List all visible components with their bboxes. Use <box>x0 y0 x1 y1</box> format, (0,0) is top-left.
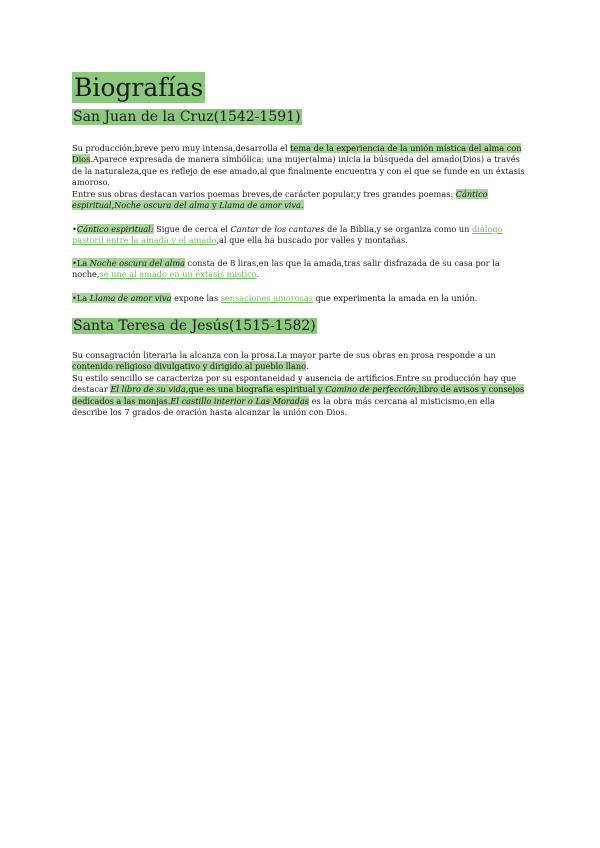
highlighted-text: contenido religioso divulgativo y dirigido al pueblo llano <box>72 361 306 372</box>
text-run: . <box>305 361 309 372</box>
text-run: que experimenta la amada en la unión. <box>312 293 478 303</box>
text-run: Entre sus obras destacan varios poemas breves,de carácter popular,y tres grandes poemas: <box>72 189 456 199</box>
paragraph-cantico <box>72 224 526 247</box>
text-run: expone las <box>171 293 221 303</box>
section-heading-santa-teresa <box>72 317 317 335</box>
text-run: . <box>256 269 260 280</box>
page-title: Biografías <box>74 73 204 102</box>
text-run: .Aparece expresada de manera simbólica: una mujer(alma) inicia la búsqueda del amado(Dios) a través de la naturaleza,que es reflejo de ese amado,al que finalmente encuentra y con el que se funde en un éxtasis amoroso. <box>72 154 525 188</box>
bullet: • <box>72 224 77 234</box>
italic-title: Llama de amor viva <box>89 293 172 303</box>
paragraph-llama-de-amor <box>72 293 526 304</box>
paragraph-san-juan-intro <box>72 143 526 189</box>
italic-title: Cántico espiritual,Noche oscura del alma <box>72 189 488 211</box>
highlighted-text <box>72 258 185 268</box>
link-sensaciones-amorosas[interactable]: sensaciones amorosas <box>220 293 313 303</box>
text-run: Su producción,breve pero muy intensa,desarrolla el <box>72 143 291 153</box>
text-run: Su estilo sencillo se caracteriza por su espontaneidad y ausencia de artificios.Entre su producción hay que destacar <box>72 373 517 395</box>
text-run: ,libro de avisos y consejos dedicados a las monjas. <box>72 384 525 406</box>
text-run: de la Biblia,y se organiza como un <box>324 224 473 234</box>
text-run: Sigue de cerca el <box>153 224 231 234</box>
link-dialogo-pastoril[interactable]: diálogo pastoril entre la amada y el amado <box>72 224 503 246</box>
link-extasis-mistico[interactable]: se une al amado en un éxtasis místico <box>99 269 257 280</box>
italic-title: Cantar de los cantares <box>230 224 325 234</box>
highlighted-text <box>72 293 171 303</box>
highlighted-text: tema de la experiencia de la unión mística del alma con Dios <box>72 143 522 165</box>
text-run: ,al que ella ha buscado por valles y montañas. <box>216 235 408 246</box>
italic-title: El libro de su vida <box>110 384 186 395</box>
text-run: Su consagración literaria la alcanza con la prosa.La mayor parte de sus obras en prosa responde a un <box>72 350 496 360</box>
italic-title: Camino de perfección <box>325 384 417 395</box>
paragraph-santa-teresa-prosa <box>72 350 526 373</box>
text-run: ,que es una biografía espiritual y <box>185 384 326 395</box>
paragraph-santa-teresa-estilo <box>72 373 526 419</box>
text-run: •La <box>72 293 90 303</box>
text-run: •La <box>72 258 90 268</box>
text-run: y <box>209 200 220 211</box>
section-heading-text: Santa Teresa de Jesús(1515-1582) <box>73 318 316 334</box>
italic-title: Llama de amor viva. <box>219 200 304 211</box>
paragraph-noche-oscura <box>72 258 526 281</box>
italic-title: Noche oscura del alma <box>89 258 186 268</box>
text-run: consta de 8 liras,en las que la amada,tras salir disfrazada de su casa por la noche, <box>72 258 500 280</box>
paragraph-san-juan-works <box>72 189 526 212</box>
italic-title: El castillo interior o Las Moradas <box>170 395 310 406</box>
highlighted-italic: Cántico espiritual: <box>76 224 154 234</box>
section-heading-text: San Juan de la Cruz(1542-1591) <box>73 109 301 125</box>
section-heading-san-juan <box>72 108 302 126</box>
text-run: es la obra más cercana al misticismo,en ella describe los 7 grados de oración hasta alcanzar la unión con Dios. <box>72 395 495 418</box>
